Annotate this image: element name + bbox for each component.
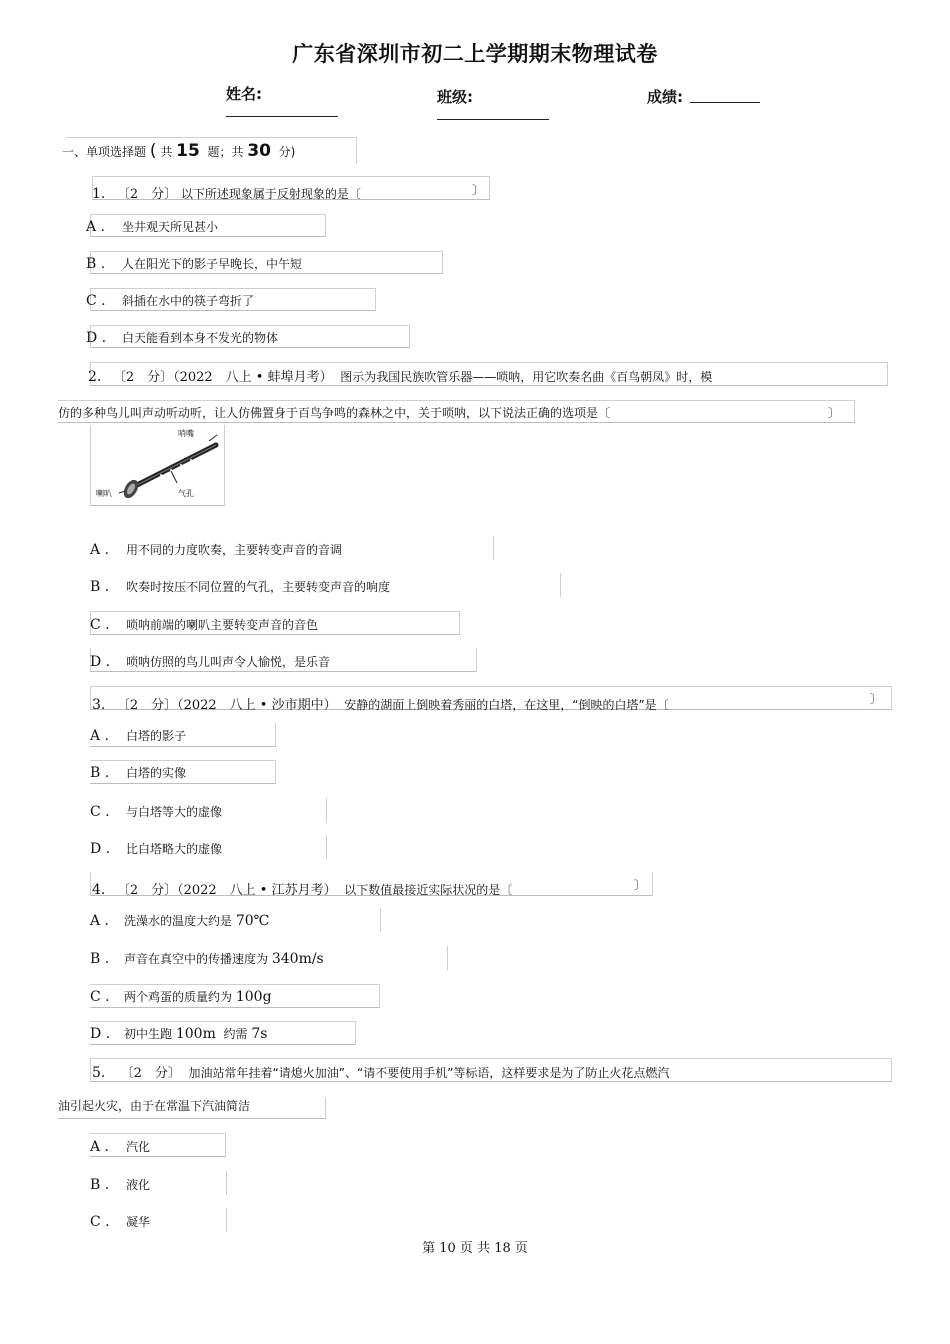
option-letter: B . (90, 579, 110, 595)
option-letter: D . (90, 841, 111, 857)
question-3 (92, 694, 669, 713)
option-text: 洗澡水的温度大约是 (124, 914, 233, 928)
footer-page-number: 10 (439, 1241, 456, 1256)
section-header (62, 141, 295, 161)
figure-label-mouthpiece: 哨嘴 (178, 429, 194, 438)
q1-option-c[interactable] (86, 292, 254, 309)
q4-option-b[interactable] (90, 950, 324, 967)
q4-option-c[interactable] (90, 988, 272, 1005)
question-5 (92, 1062, 669, 1081)
question-2-meta: 〔2 分〕（2022 八上 • 蚌埠月考） (112, 370, 333, 385)
figure-label-hole: 气孔 (178, 489, 194, 498)
class-label: 班级: (437, 88, 473, 106)
footer-post: 页 (514, 1241, 528, 1256)
option-value: 100m (175, 1026, 216, 1042)
section-unit: 分) (278, 145, 296, 159)
question-1-close: 〕 (472, 183, 485, 197)
option-text: 用不同的力度吹奏，主要转变声音的音调 (126, 543, 343, 557)
option-text: 斜插在水中的筷子弯折了 (122, 294, 255, 308)
question-2-text-2: 仿的多种鸟儿叫声动听动听，让人仿佛置身于百鸟争鸣的森林之中，关于唢呐，以下说法正确的选项是〔 (58, 406, 611, 420)
page-title: 广东省深圳市初二上学期期末物理试卷 (292, 42, 658, 66)
question-1-text: 以下所述现象属于反射现象的是〔 (180, 187, 361, 201)
q1-option-d[interactable] (86, 329, 278, 346)
question-5-meta: 〔2 分〕 (120, 1066, 181, 1081)
section-count: 15 (176, 141, 200, 161)
question-3-meta: 〔2 分〕（2022 八上 • 沙市期中） (116, 698, 337, 713)
section-points: 30 (247, 141, 271, 161)
q5-option-c[interactable] (90, 1213, 150, 1230)
q4-option-d[interactable] (90, 1025, 267, 1042)
option-text: 初中生跑 (124, 1027, 173, 1041)
q3-option-c[interactable] (90, 803, 222, 820)
option-letter: B . (90, 1177, 110, 1193)
figure-label-bell: 喇叭 (96, 489, 112, 498)
q1-option-a[interactable] (86, 218, 218, 235)
question-4 (92, 879, 512, 898)
option-text-after: 约需 (223, 1027, 248, 1041)
question-5-text-2: 油引起火灾，由于在常温下汽油简洁 (58, 1099, 251, 1113)
question-2-number: 2. (88, 369, 102, 385)
option-letter: D . (86, 330, 107, 346)
option-value: 70℃ (235, 913, 270, 929)
option-letter: C . (90, 1214, 110, 1230)
option-text: 唢呐前端的喇叭主要转变声音的音色 (126, 618, 319, 632)
footer-mid: 页 共 (459, 1241, 491, 1256)
question-4-number: 4. (92, 882, 106, 898)
option-text: 凝华 (126, 1215, 151, 1229)
q5-option-b[interactable] (90, 1176, 150, 1193)
option-letter: B . (90, 765, 110, 781)
option-letter: D . (90, 654, 111, 670)
section-total-pre: 共 (160, 145, 173, 159)
option-text: 人在阳光下的影子早晚长，中午短 (122, 257, 303, 271)
option-text: 白天能看到本身不发光的物体 (122, 331, 279, 345)
question-1 (92, 183, 361, 202)
question-4-text: 以下数值最接近实际状况的是〔 (344, 883, 513, 897)
q3-option-a[interactable] (90, 727, 186, 744)
option-text: 吹奏时按压不同位置的气孔，主要转变声音的响度 (126, 580, 391, 594)
footer-total-pages: 18 (494, 1241, 511, 1256)
option-letter: C . (90, 804, 110, 820)
option-letter: D . (90, 1026, 111, 1042)
option-text: 声音在真空中的传播速度为 (124, 952, 269, 966)
option-letter: C . (90, 989, 110, 1005)
option-value: 100g (235, 989, 272, 1005)
question-3-number: 3. (92, 697, 106, 713)
section-prefix: 一、单项选择题 (62, 145, 147, 159)
question-3-close: 〕 (870, 692, 883, 706)
question-3-text: 安静的湖面上倒映着秀丽的白塔，在这里，“倒映的白塔”是〔 (344, 698, 669, 712)
page-footer (0, 1237, 950, 1256)
option-letter: A . (90, 542, 110, 558)
option-letter: A . (90, 1139, 110, 1155)
question-5-text: 加油站常年挂着“请熄火加油”、“请不要使用手机”等标语，这样要求是为了防止火花点燃汽 (188, 1066, 670, 1080)
option-letter: C . (90, 617, 110, 633)
section-open-paren: ( (149, 141, 157, 161)
q2-option-a[interactable] (90, 541, 342, 558)
option-value: 340m/s (271, 951, 324, 967)
q2-option-c[interactable] (90, 616, 318, 633)
option-text: 汽化 (126, 1140, 151, 1154)
option-letter: A . (90, 728, 110, 744)
option-text: 白塔的影子 (126, 729, 187, 743)
class-field[interactable] (437, 119, 549, 120)
question-4-meta: 〔2 分〕（2022 八上 • 江苏月考） (116, 883, 337, 898)
q4-option-a[interactable] (90, 912, 269, 929)
question-1-meta: 〔2 分〕 (116, 187, 178, 202)
option-text: 唢呐仿照的鸟儿叫声令人愉悦，是乐音 (126, 655, 331, 669)
name-field[interactable] (226, 116, 338, 117)
q2-option-d[interactable] (90, 653, 330, 670)
question-2 (88, 366, 712, 385)
section-mid: 题；共 (207, 145, 244, 159)
option-letter: B . (90, 951, 110, 967)
option-text: 两个鸡蛋的质量约为 (124, 990, 233, 1004)
option-value-2: 7s (251, 1026, 268, 1042)
option-text: 液化 (126, 1178, 151, 1192)
option-text: 与白塔等大的虚像 (126, 805, 223, 819)
q2-option-b[interactable] (90, 578, 390, 595)
q1-option-b[interactable] (86, 255, 302, 272)
name-label: 姓名: (226, 85, 262, 103)
option-letter: A . (86, 219, 106, 235)
option-text: 坐井观天所见甚小 (122, 220, 219, 234)
question-2-text: 图示为我国民族吹管乐器——唢呐，用它吹奏名曲《百鸟朝凤》时，模 (340, 370, 713, 384)
question-5-number: 5. (92, 1065, 106, 1081)
q3-option-d[interactable] (90, 840, 222, 857)
score-label: 成绩: (647, 88, 683, 106)
option-letter: C . (86, 293, 106, 309)
option-text: 比白塔略大的虚像 (126, 842, 223, 856)
option-letter: A . (90, 913, 110, 929)
option-text: 白塔的实像 (126, 766, 187, 780)
q5-option-a[interactable] (90, 1138, 150, 1155)
question-2-close: 〕 (828, 406, 841, 420)
q3-option-b[interactable] (90, 764, 186, 781)
score-field[interactable] (690, 102, 760, 103)
question-4-close: 〕 (634, 878, 647, 892)
footer-page-pre: 第 (422, 1241, 436, 1256)
option-letter: B . (86, 256, 106, 272)
question-1-number: 1. (92, 186, 106, 202)
